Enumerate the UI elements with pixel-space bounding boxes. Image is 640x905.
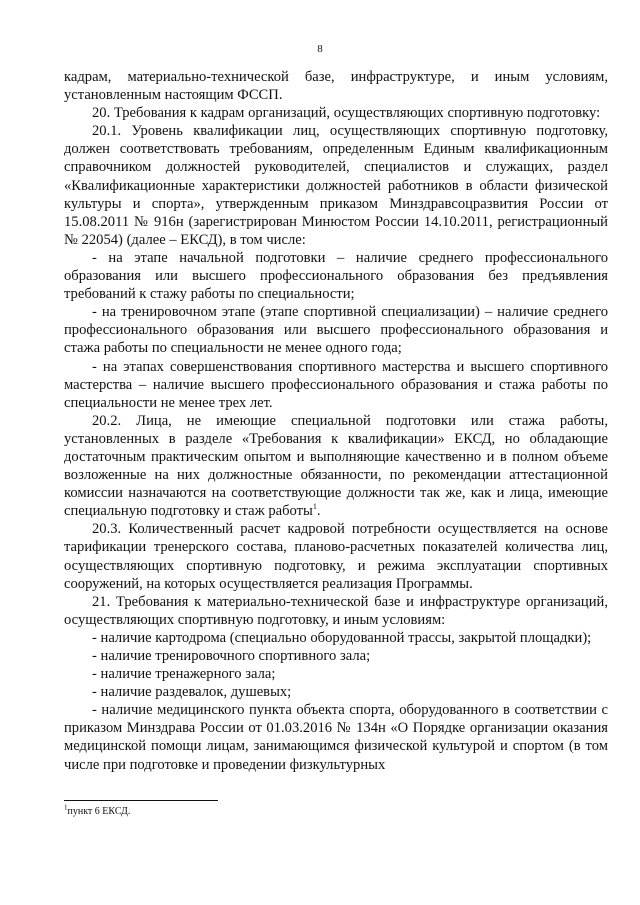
footnote-marker: 1 bbox=[64, 803, 68, 812]
paragraph: 20.3. Количественный расчет кадровой потребности осуществляется на основе тарификации тренерского состава, планово-расчетных показателей количества лиц, осуществляющих спортивную подготовку, и режима эксплуатации спортивных сооружений, на которых осуществляется реализация Программы. bbox=[64, 521, 608, 592]
paragraph-tail: . bbox=[316, 503, 321, 520]
list-item: - на этапе начальной подготовки – наличие среднего профессионального образования или высшего профессионального образования без предъявления требований к стажу работы по специальности; bbox=[64, 249, 608, 303]
paragraph: кадрам, материально-технической базе, инфраструктуре, и иным условиям, установленным настоящим ФССП. bbox=[64, 69, 608, 104]
paragraph: 20.1. Уровень квалификации лиц, осуществляющих спортивную подготовку, должен соответствовать требованиям, определенным Единым квалификационным справочником должностей руководителей, специалистов и служащих, раздел «Квалификационные характеристики должностей работников в области физической культуры и спорта», утвержденным приказом Минздравсоцразвития России от 15.08.2011 № 916н (зарегистрирован Минюстом России 14.10.2011, регистрационный № 22054) (далее – ЕКСД), в том числе: bbox=[64, 123, 608, 248]
body-text bbox=[64, 68, 608, 774]
list-item: - наличие тренировочного спортивного зала; bbox=[92, 648, 371, 664]
list-item: - наличие раздевалок, душевых; bbox=[92, 684, 292, 701]
footnote-reference[interactable]: 1 bbox=[312, 502, 317, 512]
list-item: - наличие тренажерного зала; bbox=[92, 666, 276, 683]
footnote-divider bbox=[64, 800, 218, 801]
footnote-text: пункт 6 ЕКСД. bbox=[67, 806, 131, 817]
list-item: - на этапах совершенствования спортивного мастерства и высшего спортивного мастерства – наличие высшего профессионального образования и стажа работы по специальности не менее трех лет. bbox=[64, 358, 608, 411]
paragraph: 21. Требования к материально-технической базе и инфраструктуре организаций, осуществляющих спортивную подготовку, и иным условиям: bbox=[64, 593, 608, 628]
list-item: - на тренировочном этапе (этапе спортивной специализации) – наличие среднего профессионального образования или высшего профессионального образования и стажа работы по специальности не менее одного года; bbox=[64, 304, 608, 357]
list-item: - наличие картодрома (специально оборудованной трассы, закрытой площадки); bbox=[92, 629, 592, 646]
paragraph: 20. Требования к кадрам организаций, осуществляющих спортивную подготовку: bbox=[92, 105, 601, 122]
paragraph bbox=[64, 412, 608, 521]
list-item: - наличие медицинского пункта объекта спорта, оборудованного в соответствии с приказом Минздрава России от 01.03.2016 № 134н «О Порядке организации оказания медицинской помощи лицам, занимающимся физической культурой и спортом (в том числе при подготовке и проведении физкультурных bbox=[64, 702, 608, 773]
paragraph-text: 20.2. Лица, не имеющие специальной подготовки или стажа работы, установленных в разделе «Требования к квалификации» ЕКСД, но обладающие достаточным практическим опытом и выполняющие качественно и в полном объеме возложенные на них должностные обязанности, по рекомендации аттестационной комиссии назначаются на соответствующие должности так же, как и лица, имеющие специальную подготовку и стаж работы bbox=[64, 412, 608, 520]
page-number: 8 bbox=[317, 43, 323, 55]
footnote bbox=[64, 803, 131, 818]
